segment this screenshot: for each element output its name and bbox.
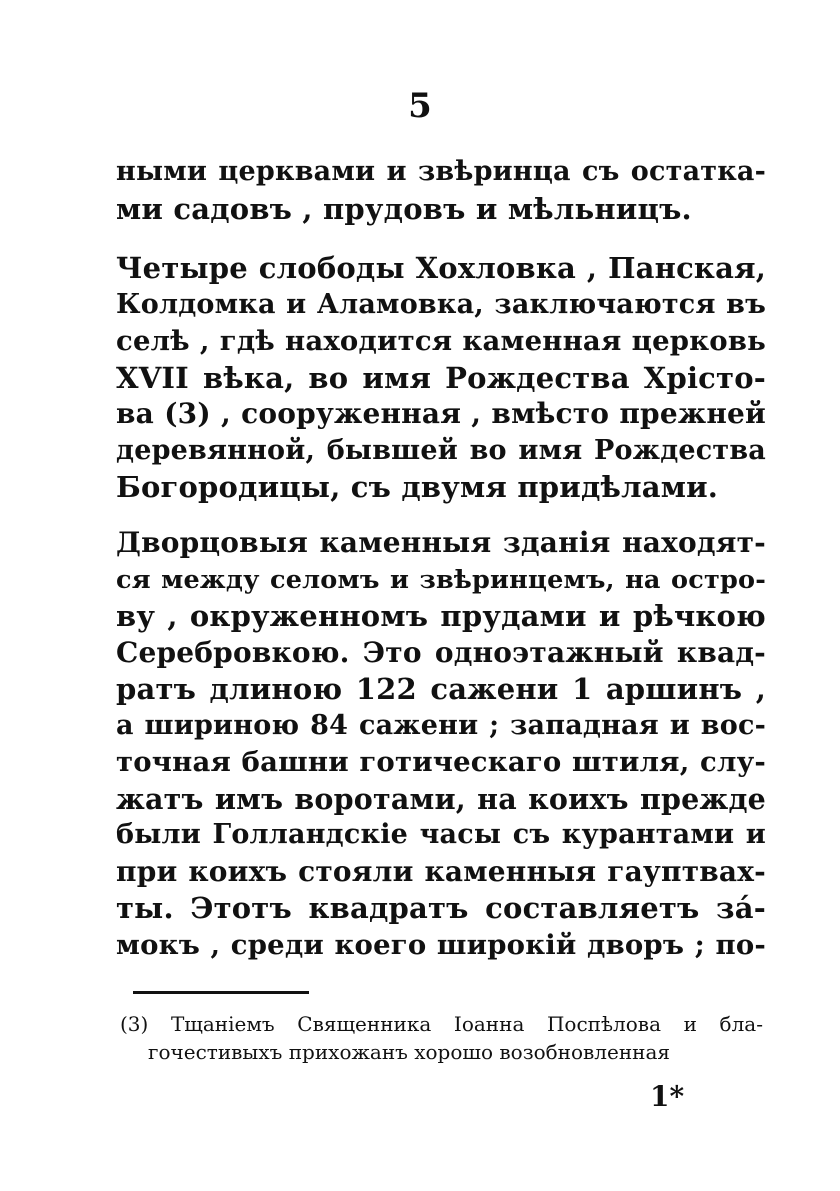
text-line: точная башни готическаго штиля, слу- [116,746,766,778]
text-line: ва (3) , сооруженная , вмѣсто прежней [116,397,766,430]
text-line: деревянной, бывшей во имя Рождества [116,434,766,466]
text-line: а шириною 84 сажени ; западная и вос- [116,709,766,741]
text-line: Богородицы, съ двумя придѣлами. [116,470,719,504]
text-line: ся между селомъ и звѣринцемъ, на остро- [116,564,766,595]
paragraph-1 [116,154,766,227]
footnote [120,1010,763,1066]
text-line: XVII вѣка, во имя Рождества Хрісто- [116,360,766,395]
paragraph-2 [116,250,766,506]
text-line: ратъ длиною 122 сажени 1 аршинъ , [116,672,766,706]
footnote-line: (3) Тщаніемъ Священника Іоанна Поспѣлова и бла- [120,1012,763,1036]
text-line: мокъ , среди коего широкій дворъ ; по- [116,928,766,961]
text-line: ми садовъ , прудовъ и мѣльницъ. [116,191,692,226]
text-line: при коихъ стояли каменныя гауптвах- [116,854,766,888]
text-line: селѣ , гдѣ находится каменная церковь [116,325,766,357]
footnote-divider [133,991,309,994]
text-line: Колдомка и Аламовка, заключаются въ [116,288,766,320]
text-line: ными церквами и звѣринца съ остатка- [116,156,766,187]
text-line: Четыре слободы Хохловка , Панская, [116,251,766,285]
paragraph-3 [116,525,766,963]
text-line: жатъ имъ воротами, на коихъ прежде [116,781,766,816]
text-line: Серебровкою. Это одноэтажный квад- [116,635,766,669]
text-line: ву , окруженномъ прудами и рѣчкою [116,599,766,633]
text-line: ты. Этотъ квадратъ составляетъ за́- [116,891,766,925]
text-line: Дворцовыя каменныя зданія находят- [116,526,766,559]
footnote-line: гочестивыхъ прихожанъ хорошо возобновленная [148,1040,671,1064]
signature-mark: 1* [650,1080,685,1113]
page-number: 5 [408,86,432,126]
text-line: были Голландскіе часы съ курантами и [116,819,766,850]
